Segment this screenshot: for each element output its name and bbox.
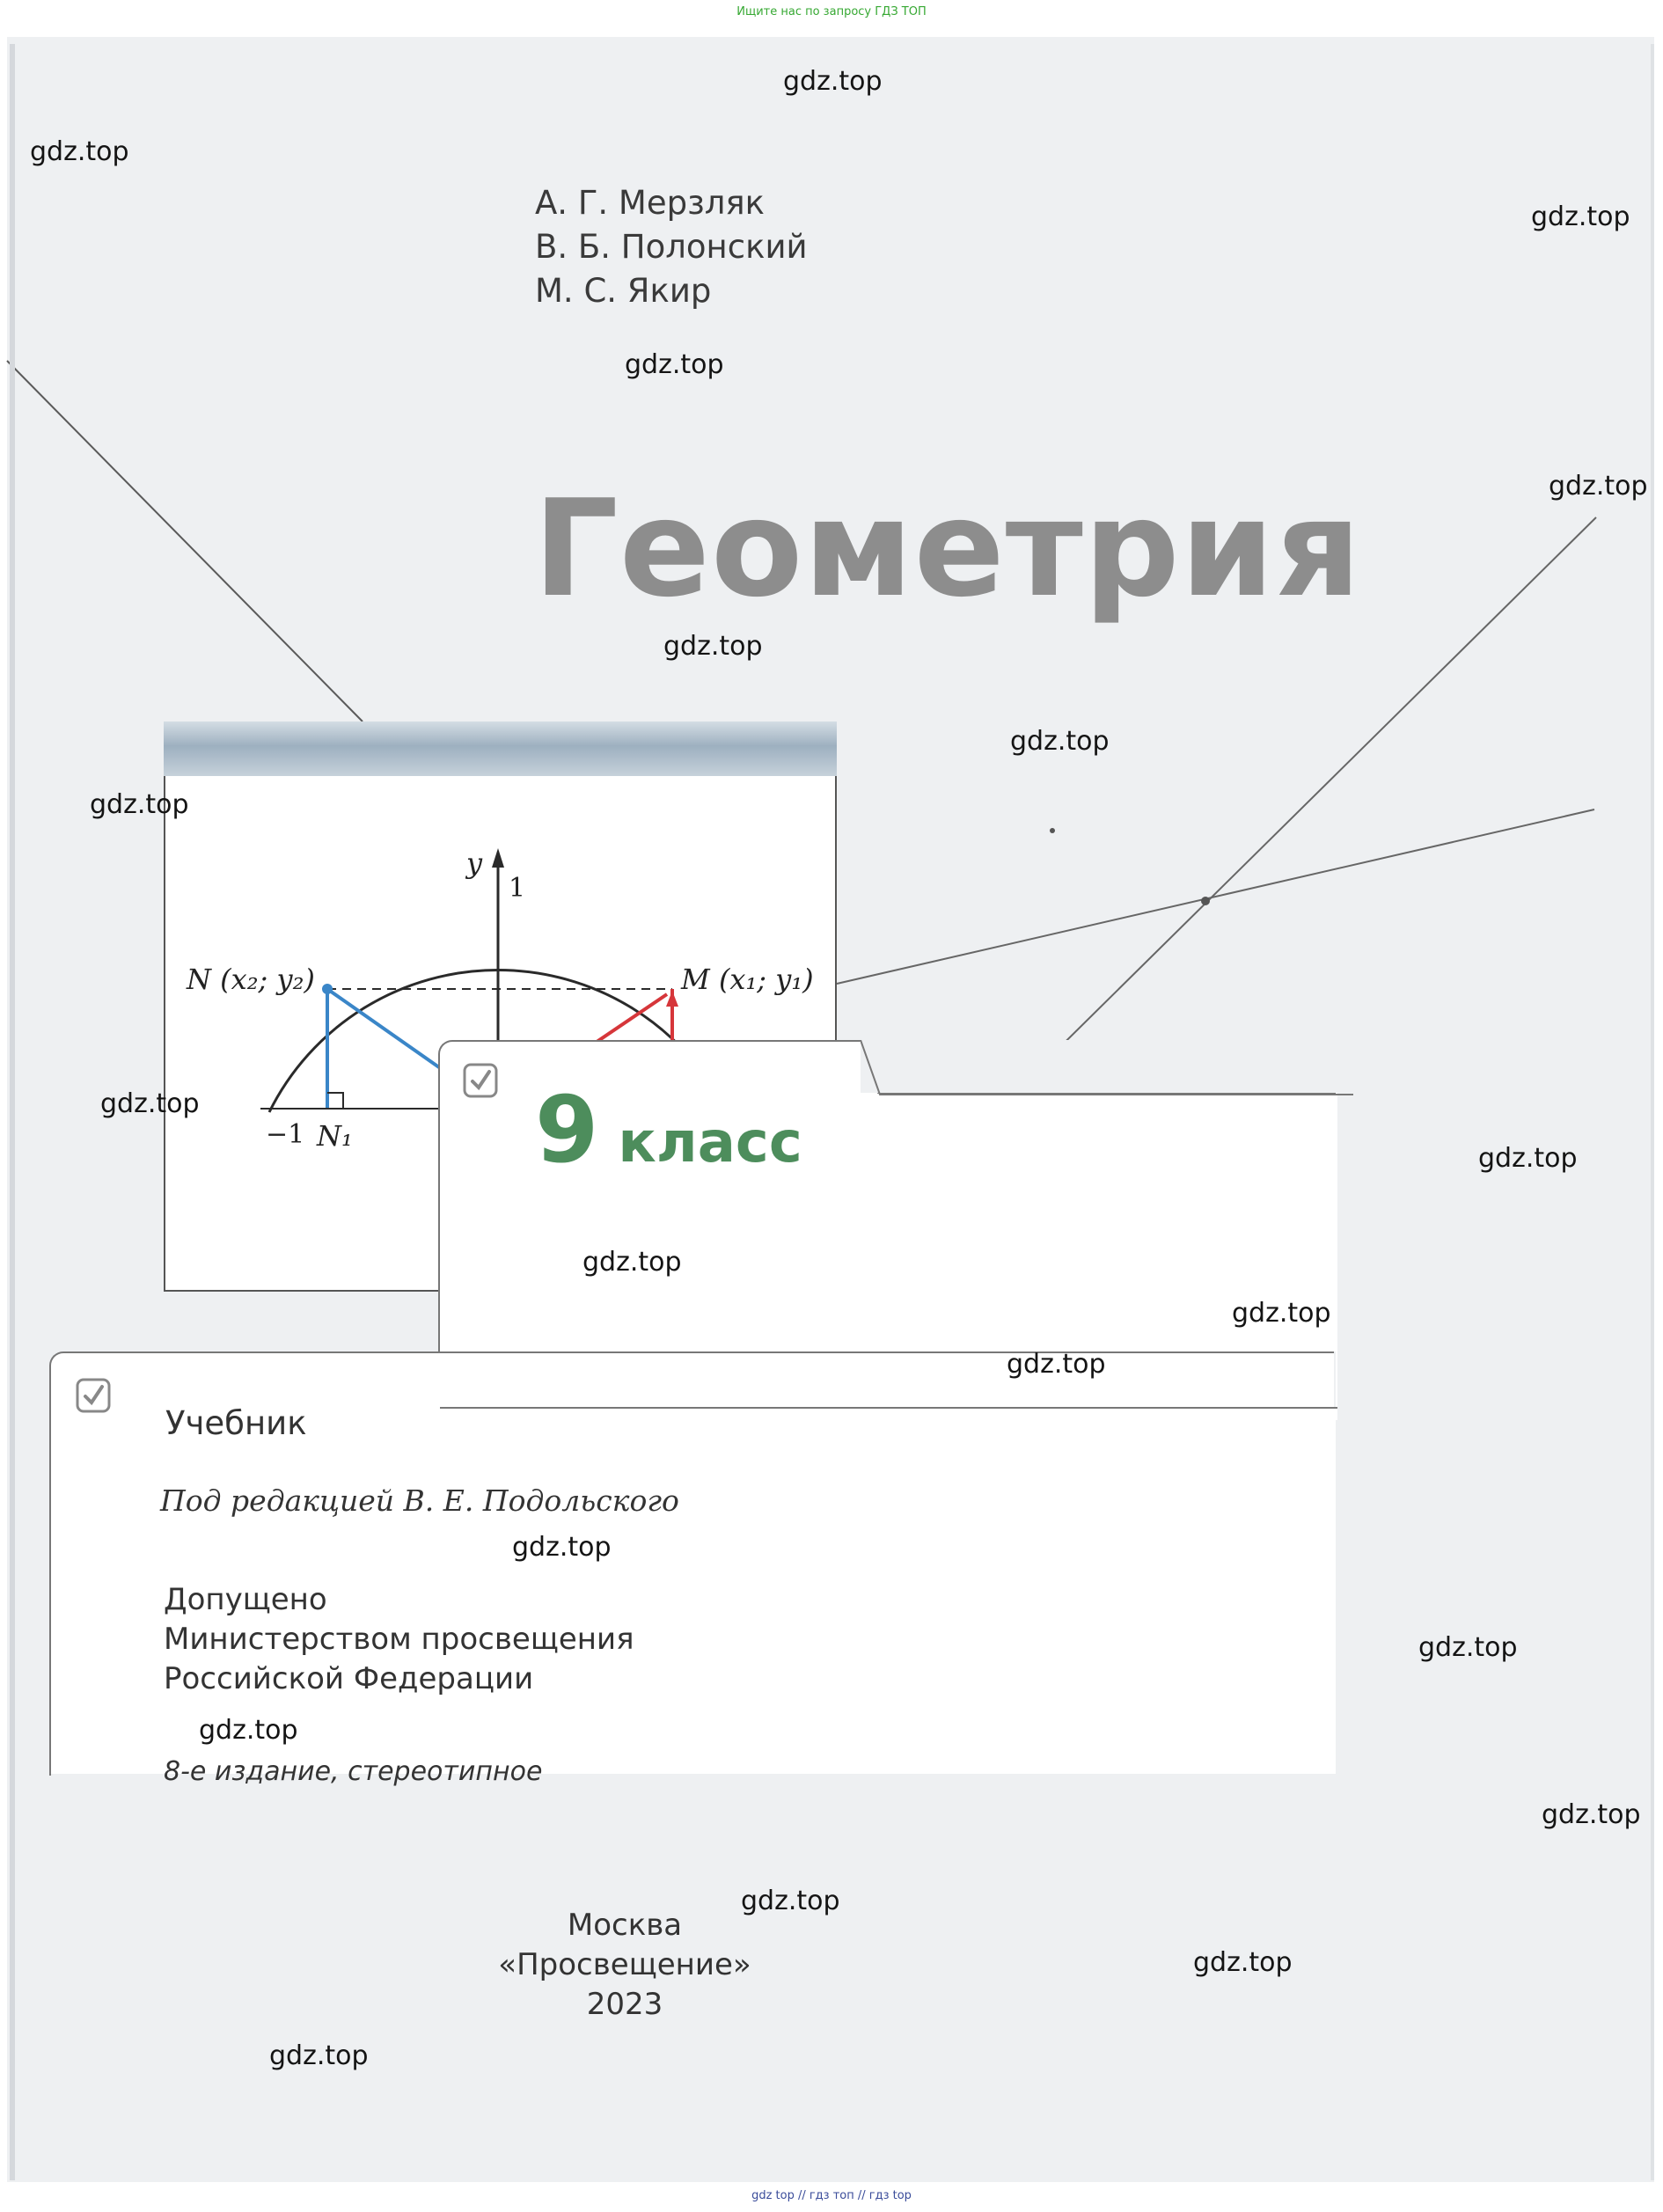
edition-note: 8-е издание, стереотипное [164,1756,543,1787]
approval-line: Российской Федерации [164,1661,534,1696]
y-tick-label: 1 [509,873,526,904]
checkmark-icon [76,1378,111,1413]
watermark: gdz.top [1010,726,1110,757]
approval-statement [164,1580,634,1699]
watermark: gdz.top [1418,1632,1518,1663]
watermark: gdz.top [269,2040,369,2071]
watermark: gdz.top [30,136,129,167]
watermark: gdz.top [1478,1143,1578,1174]
bottom-banner: gdz top // гдз топ // гдз top [751,2189,912,2202]
watermark: gdz.top [582,1247,682,1278]
watermark: gdz.top [1232,1298,1331,1329]
checkmark-icon [463,1063,498,1098]
authors-list [535,181,808,313]
document-type: Учебник [165,1404,307,1442]
watermark: gdz.top [783,66,883,97]
watermark: gdz.top [1193,1947,1293,1978]
author-name: М. С. Якир [535,272,712,310]
x-tick-label: −1 [266,1119,305,1150]
watermark: gdz.top [90,789,189,820]
book-title: Геометрия [533,471,1362,626]
author-name: В. Б. Полонский [535,228,808,266]
watermark: gdz.top [199,1715,298,1746]
imprint-year: 2023 [586,1987,663,2022]
point-n-label: N (x₂; y₂) [187,963,315,996]
watermark: gdz.top [741,1886,840,1916]
grade-number: 9 [535,1076,599,1183]
watermark: gdz.top [625,349,724,380]
watermark: gdz.top [1549,471,1648,502]
author-name: А. Г. Мерзляк [535,184,766,222]
imprint-publisher: «Просвещение» [498,1947,751,1982]
book-panel-edge [440,1351,1346,1413]
approval-line: Допущено [164,1582,327,1617]
publisher-imprint [493,1906,757,2025]
top-banner: Ищите нас по запросу ГДЗ ТОП [736,5,927,18]
grade-panel-outline [861,1040,1353,1096]
y-axis-label: y [466,846,483,880]
foot-n1-label: N₁ [317,1119,353,1153]
watermark: gdz.top [1531,201,1630,232]
watermark: gdz.top [663,631,763,662]
watermark: gdz.top [100,1088,200,1119]
point-m-label: M (x₁; y₁) [681,963,814,996]
grade-word: класс [618,1110,802,1176]
imprint-city: Москва [567,1908,683,1943]
grade-label [535,1076,802,1183]
approval-line: Министерством просвещения [164,1622,634,1657]
editor-line: Под редакцией В. Е. Подольского [160,1483,679,1518]
watermark: gdz.top [512,1532,612,1563]
watermark: gdz.top [1007,1349,1106,1380]
watermark: gdz.top [1542,1799,1641,1830]
